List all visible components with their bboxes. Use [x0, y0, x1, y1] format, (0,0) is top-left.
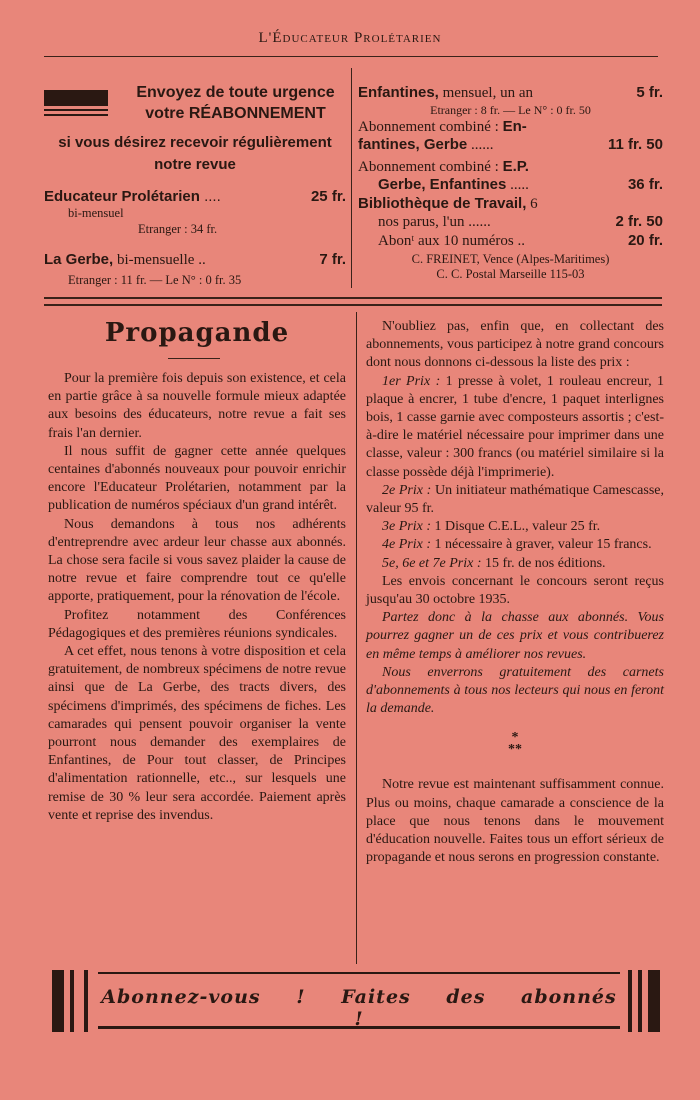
enfantines-price: 5 fr.: [636, 84, 663, 101]
postal-account: C. C. Postal Marseille 115-03: [436, 267, 585, 281]
combo2-part: E.P.: [502, 157, 529, 175]
prize-3: [366, 518, 664, 536]
combo1-part: En-: [502, 117, 527, 135]
enfantines-row: [358, 84, 663, 103]
combo1-row-b: fantines, Gerbe ...... 11 fr. 50: [358, 136, 663, 153]
asterism: * **: [508, 730, 522, 758]
prize-2: [366, 482, 664, 518]
combo2-row-a: [358, 158, 663, 177]
prize-5-text: 15 fr. de nos éditions.: [485, 555, 606, 571]
combo1-row-a: [358, 118, 663, 137]
contest-intro: N'oubliez pas, enfin que, en collectant des abonnements, vous participez à notre grand concours dont nous donnons ci-dessous la liste des prix :: [366, 319, 664, 371]
banner-text: [98, 986, 620, 1030]
biblio-count: 6: [530, 195, 538, 212]
article-left-column: [48, 370, 346, 825]
prize-2-text: Un initiateur mathématique Camescasse, valeur 95 fr.: [366, 482, 665, 517]
combo2-titles: Gerbe, Enfantines: [378, 176, 507, 193]
enfantines-frequency: mensuel, un an: [442, 85, 534, 101]
educateur-price-row: Educateur Prolétarien .... 25 fr.: [44, 188, 346, 205]
combo2-price: 36 fr.: [627, 176, 663, 193]
prize-2-label: 2e Prix :: [382, 482, 432, 498]
combo2-label: Abonnement combiné :: [358, 158, 499, 175]
prize-1: [366, 373, 664, 482]
urgent-line-1: Envoyez de toute urgence: [136, 84, 335, 101]
address: C. FREINET, Vence (Alpes-Maritimes): [411, 252, 610, 266]
biblio-price: 2 fr. 50: [615, 213, 663, 230]
abon10-row: Abonᵗ aux 10 numéros .. 20 fr.: [378, 231, 663, 249]
subscription-right: [358, 84, 663, 282]
enfantines-label: Enfantines,: [358, 84, 439, 101]
educateur-foreign: Etranger : 34 fr.: [138, 222, 218, 236]
prize-1-label: 1er Prix :: [382, 373, 441, 389]
article-paragraph: Pour la première fois depuis son existence, et cela en partie grâce à sa nouvelle formule mieux adaptée aux besoins des éducateurs, notre revue a fait ses frais l'an dernier.: [48, 371, 346, 441]
prize-5: [366, 555, 664, 573]
article-column-divider: [356, 312, 357, 964]
prize-4-label: 4e Prix :: [382, 537, 431, 553]
banner-right-block: [648, 970, 660, 1032]
top-column-divider: [351, 68, 352, 288]
banner-right-bar: [638, 970, 642, 1032]
prize-4: [366, 536, 664, 554]
article-paragraph: Il nous suffit de gagner cette année quelques centaines d'abonnés nouveaux pour pouvoir enrichir encore l'Educateur Prolétarien, notamment par la publication de numéros spéciaux d'un grand intérêt.: [48, 443, 346, 514]
gerbe-frequency: bi-mensuelle: [116, 252, 195, 268]
call-to-action: Partez donc à la chasse aux abonnés. Vous pourrez gagner un de ces prix et vous contribuerez en même temps à améliorer nos revues.: [366, 610, 664, 662]
combo2-row-b: Gerbe, Enfantines ..... 36 fr.: [378, 176, 663, 193]
prize-1-text: 1 presse à volet, 1 rouleau encreur, 1 plaque à encrer, 1 tube d'encre, 1 paquet interlignes bois, 1 casse garnie avec composteurs assortis ; c'est-à-dire le matériel nécessaire pour imprimer dans une classe, valeur : 300 francs (ou matériel similaire si la classe possède déjà l'imprimerie).: [366, 373, 665, 480]
abon10-label: Abonᵗ aux 10 numéros: [378, 232, 514, 249]
educateur-label: Educateur Prolétarien: [44, 188, 200, 205]
biblio-row-a: [358, 195, 663, 214]
gerbe-label: La Gerbe,: [44, 251, 114, 268]
banner-left-block: [52, 970, 64, 1032]
gerbe-foreign: Etranger : 11 fr. — Le N° : 0 fr. 35: [68, 273, 242, 287]
urgent-bar-ornament: [44, 90, 108, 116]
gerbe-price-row: La Gerbe, bi-mensuelle .. 7 fr.: [44, 251, 346, 268]
closing-paragraph: Notre revue est maintenant suffisamment connue. Plus ou moins, chaque camarade a conscience de la place que nous tenons dans le mouvement d'éducation nouvelle. Faites tous un effort sérieux de propagande et nous serons en progression constante.: [366, 777, 664, 866]
title-underline: [168, 358, 220, 359]
contest-deadline: Les envois concernant le concours seront reçus jusqu'au 30 octobre 1935.: [366, 573, 664, 608]
combo1-price: 11 fr. 50: [607, 136, 663, 153]
banner-left-bar: [84, 970, 88, 1032]
enfantines-foreign: Etranger : 8 fr. — Le N° : 0 fr. 50: [430, 102, 591, 117]
combo1-titles: fantines, Gerbe: [358, 136, 468, 153]
subscribe-banner: [52, 970, 668, 1032]
educateur-price: 25 fr.: [310, 188, 346, 205]
article-paragraph: A cet effet, nous tenons à votre disposition et cela gratuitement, de nombreux spécimens de notre revue ainsi que de La Gerbe, des tracts divers, des spécimens d'imprimés, des spécimens de fiches. Les camarades qui pensent pouvoir organiser la vente pourront nous demander des exemplaires de Enfantines, de Pour tout classer, de Principes d'alimentation rationnelle, etc.., sur lesquels une remise de 30 % leur sera accordée. Paiement après vente et reprise des invendus.: [48, 644, 346, 823]
banner-left-text: Abonnez-vous !: [101, 986, 306, 1008]
running-head: L'Éducateur Prolétarien: [258, 30, 442, 46]
prize-3-text: 1 Disque C.E.L., valeur 25 fr.: [434, 519, 601, 535]
article-right-column: [366, 318, 664, 867]
article-paragraph: Nous demandons à tous nos adhérents d'entreprendre avec ardeur leur chasse aux abonnés. La chose sera facile si vous savez plaider la cause de notre revue et faire comprendre tout ce qu'elle apporte, pratiquement, pour la rénovation de l'école.: [48, 516, 346, 605]
prize-4-text: 1 nécessaire à graver, valeur 15 francs.: [434, 537, 652, 553]
biblio-label: Bibliothèque de Travail,: [358, 194, 527, 212]
sub-line-1: si vous désirez recevoir régulièrement: [58, 134, 332, 151]
prize-5-label: 5e, 6e et 7e Prix :: [382, 555, 482, 571]
article-paragraph: Profitez notamment des Conférences Pédagogiques et des premières réunions syndicales.: [48, 607, 346, 641]
urgent-line-2: votre RÉABONNEMENT: [145, 105, 326, 122]
section-double-rule: [44, 297, 662, 306]
gerbe-price: 7 fr.: [319, 251, 346, 268]
banner-right-bar: [628, 970, 632, 1032]
abon10-price: 20 fr.: [627, 231, 663, 249]
free-booklets-note: Nous enverrons gratuitement des carnets d'abonnements à tous nos lecteurs qui nous en feront la demande.: [366, 664, 664, 717]
prize-3-label: 3e Prix :: [382, 519, 431, 535]
educateur-frequency: bi-mensuel: [68, 206, 124, 220]
article-title: Propagande: [104, 318, 290, 348]
banner-left-bar: [70, 970, 74, 1032]
biblio-row-b: nos parus, l'un ...... 2 fr. 50: [378, 213, 663, 230]
biblio-unit: nos parus, l'un: [378, 214, 465, 230]
sub-line-2: notre revue: [154, 156, 236, 173]
subscription-left: [44, 82, 346, 288]
header-rule: [44, 56, 658, 57]
combo1-label: Abonnement combiné :: [358, 118, 499, 135]
banner-right-text: Faites des abonnés !: [341, 986, 617, 1030]
